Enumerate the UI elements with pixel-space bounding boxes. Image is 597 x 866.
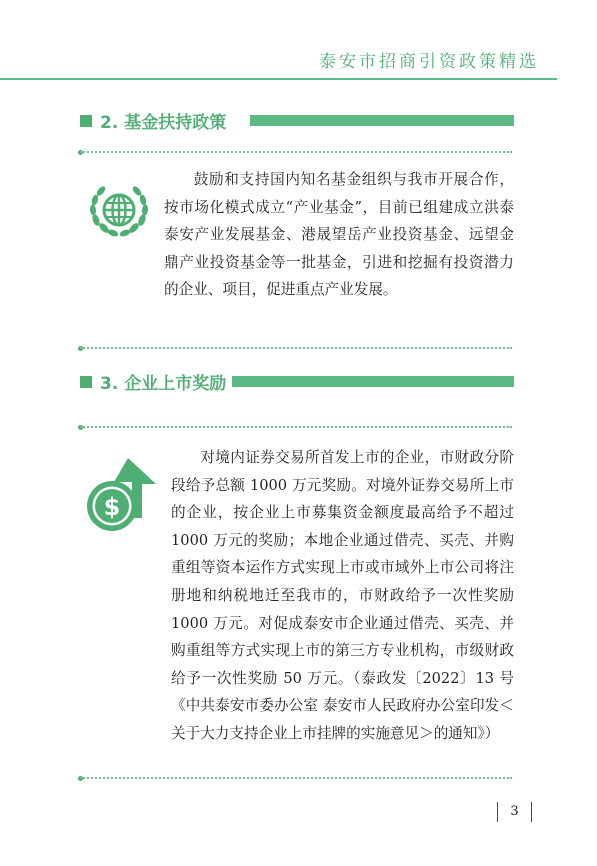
page-number: 3 bbox=[497, 802, 532, 822]
dotted-divider bbox=[80, 426, 512, 428]
dollar-growth-arrow-icon bbox=[84, 458, 160, 534]
section-heading-bar bbox=[250, 115, 514, 126]
globe-laurel-icon bbox=[86, 180, 152, 246]
dotted-divider bbox=[80, 777, 512, 779]
dotted-divider bbox=[80, 347, 512, 349]
section-paragraph bbox=[171, 444, 514, 748]
dotted-divider bbox=[80, 151, 512, 153]
section-heading: 3. 企业上市奖励 bbox=[100, 374, 227, 394]
section-paragraph bbox=[164, 166, 514, 304]
running-header-title: 泰安市招商引资政策精选 bbox=[319, 52, 539, 72]
section-heading: 2. 基金扶持政策 bbox=[100, 113, 227, 133]
section-bullet-square bbox=[80, 376, 92, 388]
section-heading-bar bbox=[232, 376, 514, 387]
section-bullet-square bbox=[80, 115, 92, 127]
paragraph-text: 对境内证券交易所首发上市的企业，市财政分阶段给予总额 1000 万元奖励。对境外证券交易所上市的企业，按企业上市募集资金额度最高给予不超过 1000 万元的奖励；本地企业通过借壳、买壳、并购重组等资本运作方式实现上市或市域外上市公司将注册地和纳税地迁至我市的，市财政给予一次性奖励 1000 万元。对促成泰安市企业通过借壳、买壳、并购重组等方式实现上市的第三方专业机构，市级财政给予一次性奖励 50 万元。（泰政发〔2022〕13 号《中共泰安市委办公室 泰安市人民政府办公室印发＜关于大力支持企业上市挂牌的实施意见＞的通知》） bbox=[171, 449, 514, 742]
paragraph-text: 鼓励和支持国内知名基金组织与我市开展合作，按市场化模式成立“产业基金”，目前已组建成立洪泰泰安产业发展基金、港晟望岳产业投资基金、远望金鼎产业投资基金等一批基金，引进和挖掘有投资潜力的企业、项目，促进重点产业发展。 bbox=[164, 171, 514, 299]
svg-text:$: $ bbox=[103, 493, 121, 521]
header-rule bbox=[0, 78, 557, 80]
